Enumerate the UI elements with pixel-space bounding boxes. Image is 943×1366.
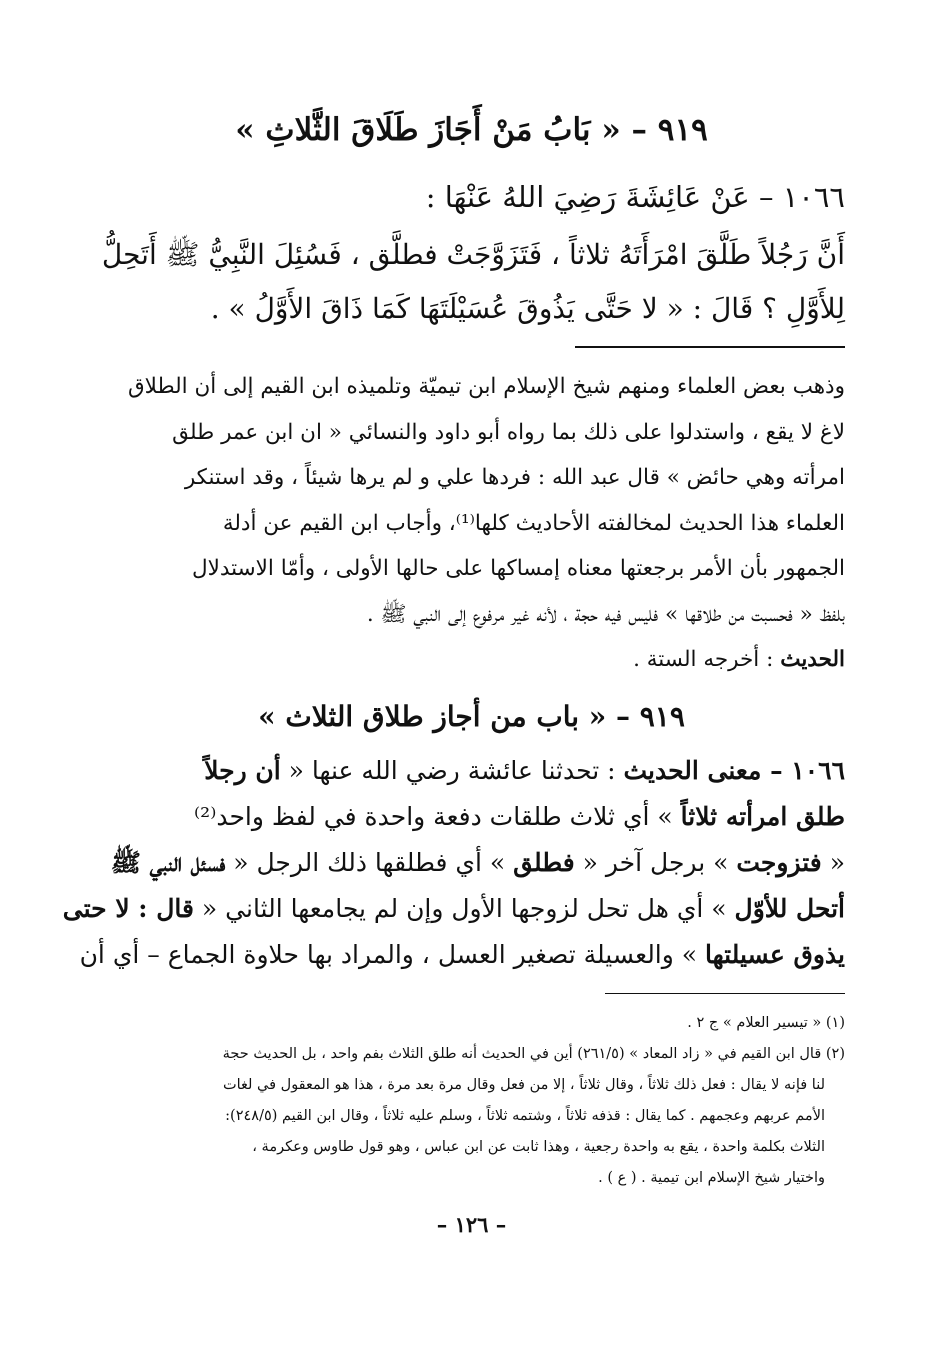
footnote-2: (٢) قال ابن القيم في « زاد المعاد » (٢٦١/٥) أين في الحديث أنه طلق الثلاث بفم واحد ، بل الحديث حجة <box>222 1046 845 1062</box>
hadith-narrator-line: ١٠٦٦ – عَنْ عَائِشَةَ رَضِيَ اللهُ عَنْهَا : <box>425 180 845 214</box>
section-divider <box>575 346 845 348</box>
footnotes <box>98 1008 845 1194</box>
hadith-chapter-heading: ٩١٩ – « بَابُ مَنْ أَجَازَ طَلَاقَ الثَّلاثِ » <box>235 112 708 148</box>
commentary-line: بلفظ « فحسبت من طلاقها » فليس فيه حجة ، لأنه غير مرفوع إلى النبي ﷺ . <box>366 601 845 627</box>
commentary-line: لاغ لا يقع ، واستدلوا على ذلك بما رواه أبو داود والنسائي « ان ابن عمر طلق <box>172 419 845 445</box>
commentary-line: وذهب بعض العلماء ومنهم شيخ الإسلام ابن تيميّة وتلميذه ابن القيم إلى أن الطلاق <box>127 374 845 399</box>
explanation-chapter-heading: ٩١٩ – « باب من أجاز طلاق الثلاث » <box>258 700 685 733</box>
hadith-text <box>98 228 845 336</box>
takhrij-line <box>98 637 845 683</box>
footnote-2-cont: الثلاث بكلمة واحدة ، يقع به واحدة رجعية ، وهذا ثابت عن ابن عباس ، وهو قول طاوس وعكرمة ، <box>252 1139 825 1155</box>
explanation-line: ١٠٦٦ – معنى الحديث : تحدثنا عائشة رضي الله عنها « أن رجلاً <box>204 756 845 785</box>
commentary-line: امرأته وهي حائض » قال عبد الله : فردها علي و لم يرها شيئاً ، وقد استنكر <box>184 465 845 490</box>
explanation-line: أتحل للأوّل » أي هل تحل لزوجها الأول وإن لم يجامعها الثاني « قال : لا حتى <box>62 894 845 923</box>
commentary-line: العلماء هذا الحديث لمخالفته الأحاديث كلها⁽¹⁾، وأجاب ابن القيم عن أدلة <box>222 510 845 536</box>
footnote-2-cont: واختيار شيخ الإسلام ابن تيمية . ( ع ) . <box>598 1170 825 1186</box>
hadith-text-line: أَنَّ رَجُلاً طَلَّقَ امْرَأَتَهُ ثلاثاً ، فَتَزَوَّجَتْ فطلَّق ، فَسُئِلَ النَّبِيُّ ﷺ أَتَحِلُّ <box>101 238 845 271</box>
explanation-line: طلق امرأته ثلاثاً » أي ثلاث طلقات دفعة واحدة في لفظ واحد⁽²⁾ <box>194 802 845 831</box>
explanation-line: يذوق عسيلتها » والعسيلة تصغير العسل ، والمراد بها حلاوة الجماع – أي أن <box>79 940 845 969</box>
footnote-2-cont: لنا فإنه لا يقال : فعل ذلك ثلاثاً ، وقال ثلاثاً ، إلا من فعل وقال مرة بعد مرة ، هذا هو المعقول في لغات <box>222 1077 825 1093</box>
commentary-line: الجمهور بأن الأمر برجعتها معناه إمساكها على حالها الأولى ، وأمّا الاستدلال <box>192 556 845 581</box>
commentary-paragraph <box>98 364 845 683</box>
takhrij-text: : أخرجه الستة . <box>633 647 774 672</box>
explanation-line: « فتزوجت » برجل آخر « فطلق » أي فطلقها ذلك الرجل « فسئل النبي ﷺ <box>110 848 845 877</box>
footnote-2-cont: الأمم عربهم وعجمهم . كما يقال : قذفه ثلاثاً ، وشتمه ثلاثاً ، وسلم عليه ثلاثاً ، وقال ابن القيم (٢٤٨/٥): <box>225 1108 825 1124</box>
footnote-1: (١) « تيسير العلام » ج ٢ . <box>687 1015 845 1031</box>
page-number: – ١٢٦ – <box>436 1212 507 1237</box>
takhrij-label: الحديث <box>780 647 845 672</box>
explanation-paragraph <box>62 748 845 978</box>
hadith-text-line: لِلأَوَّلِ ؟ قَالَ : « لا حَتَّى يَذُوقَ عُسَيْلَتَهَا كَمَا ذَاقَ الأَوَّلُ » . <box>210 292 845 325</box>
footnote-divider <box>605 993 845 994</box>
